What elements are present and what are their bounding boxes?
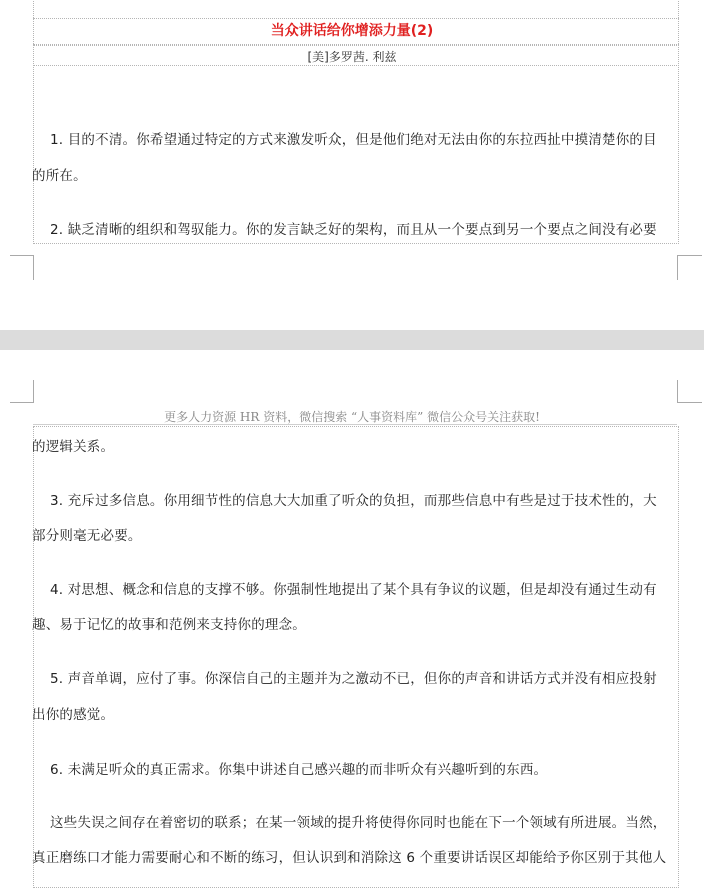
paragraph-line: 2. 缺乏清晰的组织和驾驭能力。你的发言缺乏好的架构，而且从一个要点到另一个要点之间没有必要 (32, 222, 657, 238)
paragraph-line: 的所在。 (32, 168, 87, 184)
paragraph-line: 出你的感觉。 (32, 707, 115, 723)
paragraph-line: 1. 目的不清。你希望通过特定的方式来激发听众，但是他们绝对无法由你的东拉西扯中摸清楚你的目 (32, 132, 657, 148)
paragraph-line: 的逻辑关系。 (32, 439, 115, 455)
crop-mark (677, 255, 702, 280)
paragraph-line: 3. 充斥过多信息。你用细节性的信息大大加重了听众的负担，而那些信息中有些是过于技术性的，大 (32, 493, 657, 509)
document-page-1 (0, 0, 704, 330)
header-note: 更多人力资源 HR 资料，微信搜索 “人事资料库” 微信公众号关注获取! (164, 410, 540, 424)
document-title: 当众讲话给你增添力量(2) (270, 23, 434, 39)
crop-mark (677, 380, 702, 403)
document-page-2 (0, 350, 704, 865)
paragraph-line: 6. 未满足听众的真正需求。你集中讲述自己感兴趣的而非听众有兴趣听到的东西。 (32, 762, 548, 778)
author-line: [美]多罗茜. 利兹 (307, 50, 397, 64)
crop-mark (10, 380, 34, 403)
paragraph-line: 5. 声音单调，应付了事。你深信自己的主题并为之激动不已，但你的声音和讲话方式并没有相应投射 (32, 671, 657, 687)
page-gap (0, 330, 704, 350)
paragraph-line: 4. 对思想、概念和信息的支撑不够。你强制性地提出了某个具有争议的议题，但是却没有通过生动有 (32, 582, 657, 598)
paragraph-line: 部分则毫无必要。 (32, 528, 142, 544)
paragraph-line: 趣、易于记忆的故事和范例来支持你的理念。 (32, 617, 306, 633)
paragraph-line: 这些失误之间存在着密切的联系；在某一领域的提升将使得你同时也能在下一个领域有所进展。当然， (32, 815, 667, 831)
crop-mark (10, 255, 34, 280)
paragraph-line: 真正磨练口才能力需要耐心和不断的练习，但认识到和消除这 6 个重要讲话误区却能给予你区别于其他人 (32, 850, 667, 866)
